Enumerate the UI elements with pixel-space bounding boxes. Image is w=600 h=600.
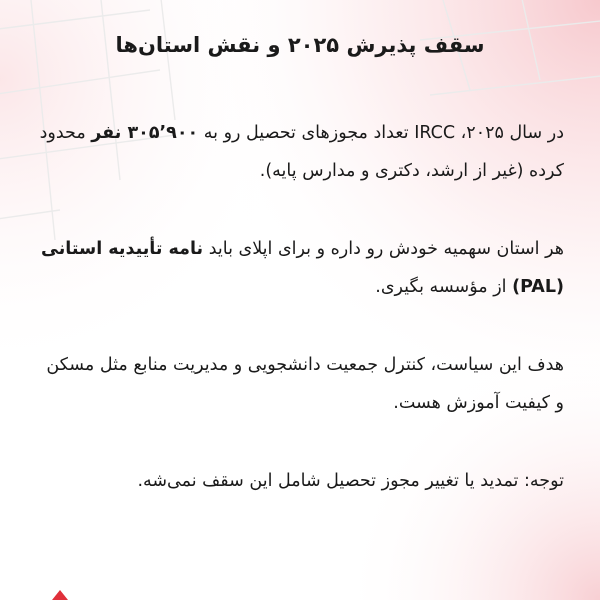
cap-limit-number: ۳۰۵٬۹۰۰ نفر <box>91 123 199 143</box>
cap-limit-text-end: محدود کرده (غیر از ارشد، دکتری و مدارس پایه). <box>39 123 564 181</box>
quota-text-end: از مؤسسه بگیری. <box>375 277 513 297</box>
content-area <box>36 28 564 540</box>
pal-letter-term: نامه تأییدیه استانی (PAL) <box>41 239 564 297</box>
paragraph-policy-goal: هدف این سیاست، کنترل جمعیت دانشجویی و مدیریت منابع مثل مسکن و کیفیت آموزش هست. <box>46 355 564 413</box>
cap-limit-text-start: در سال ۲۰۲۵، IRCC تعداد مجوزهای تحصیل رو به <box>198 123 564 143</box>
quota-text-start: هر استان سهمیه خودش رو داره و برای اپلای باید <box>203 239 564 259</box>
paragraph-cap-limit <box>36 114 564 190</box>
paragraph-note: توجه: تمدید یا تغییر مجوز تحصیل شامل این سقف نمی‌شه. <box>137 471 564 491</box>
page-title: سقف پذیرش ۲۰۲۵ و نقش استان‌ها <box>115 33 485 57</box>
paragraph-provincial-quota <box>36 230 564 306</box>
